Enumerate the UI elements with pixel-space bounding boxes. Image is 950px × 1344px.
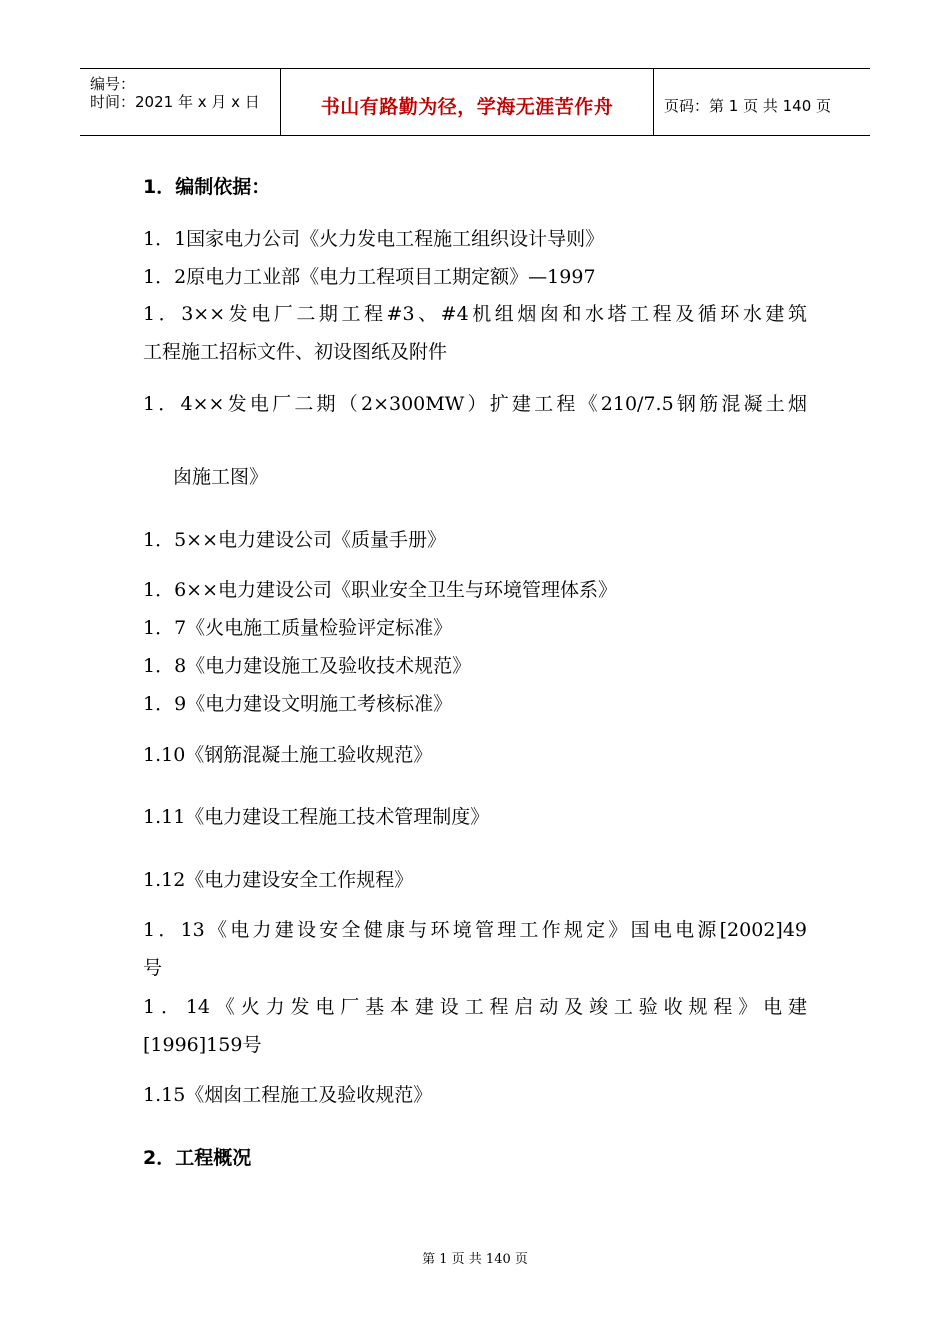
header-page-info: 页码：第 1 页 共 140 页: [664, 96, 832, 115]
list-item-1-3-line2: 工程施工招标文件、初设图纸及附件: [143, 341, 448, 363]
list-item-1-14-line2: [1996]159号: [143, 1034, 262, 1056]
list-item-1-11: 1.11《电力建设工程施工技术管理制度》: [143, 806, 490, 828]
header-motto-cell: [281, 69, 654, 135]
list-item-1-6: 1．6××电力建设公司《职业安全卫生与环境管理体系》: [143, 579, 618, 601]
list-item-1-2: 1．2原电力工业部《电力工程项目工期定额》—1997: [143, 266, 596, 288]
document-date: 时间：2021 年 x 月 x 日: [90, 93, 260, 111]
list-item-1-8: 1．8《电力建设施工及验收技术规范》: [143, 655, 472, 677]
list-item-1-13-line2: 号: [143, 957, 163, 979]
list-item-1-1: 1．1国家电力公司《火力发电工程施工组织设计导则》: [143, 228, 605, 250]
list-item-1-7: 1．7《火电施工质量检验评定标准》: [143, 617, 453, 639]
list-item-1-12: 1.12《电力建设安全工作规程》: [143, 869, 414, 891]
section-1-heading: 1．编制依据：: [143, 176, 271, 198]
list-item-1-14-line1: 1．14《火力发电厂基本建设工程启动及竣工验收规程》电建: [143, 996, 807, 1018]
list-item-1-3-line1: 1．3××发电厂二期工程#3、#4机组烟囱和水塔工程及循环水建筑: [143, 303, 807, 325]
header-meta-cell: [80, 69, 281, 135]
page-footer: 第 1 页 共 140 页: [422, 1252, 528, 1267]
document-header: [80, 68, 870, 136]
list-item-1-13-line1: 1．13《电力建设安全健康与环境管理工作规定》国电电源[2002]49: [143, 919, 807, 941]
section-2-heading: 2．工程概况: [143, 1147, 252, 1169]
list-item-1-4-line1: 1．4××发电厂二期（2×300MW）扩建工程《210/7.5钢筋混凝土烟: [143, 393, 807, 415]
list-item-1-15: 1.15《烟囱工程施工及验收规范》: [143, 1084, 433, 1106]
list-item-1-4-line2: 囱施工图》: [173, 466, 269, 488]
motto-text: 书山有路勤为径，学海无涯苦作舟: [320, 95, 614, 118]
document-number-label: 编号：: [90, 75, 136, 93]
list-item-1-5: 1．5××电力建设公司《质量手册》: [143, 529, 447, 551]
list-item-1-9: 1．9《电力建设文明施工考核标准》: [143, 693, 453, 715]
list-item-1-10: 1.10《钢筋混凝土施工验收规范》: [143, 744, 433, 766]
header-page-cell: [654, 69, 870, 135]
